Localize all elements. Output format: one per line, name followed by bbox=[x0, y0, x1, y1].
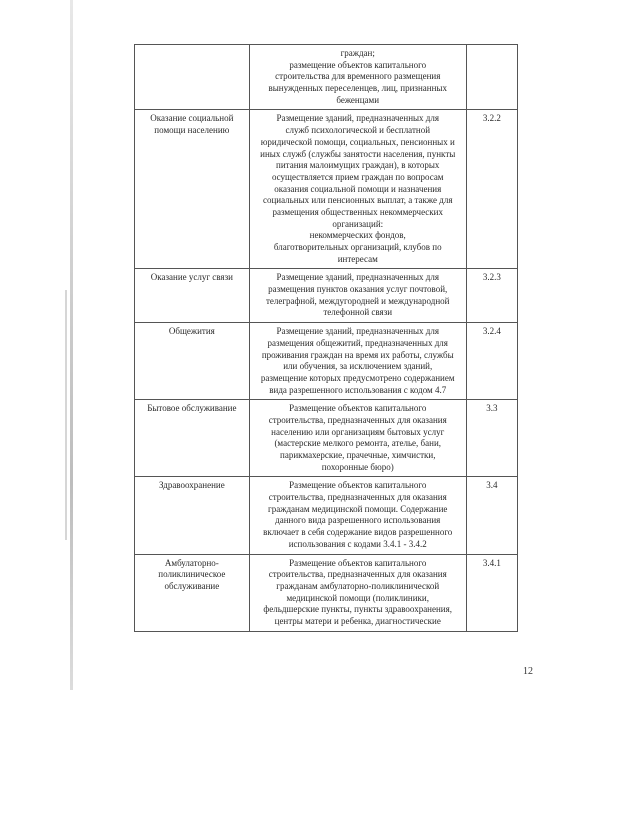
description-line: оказания социальной помощи и назначения bbox=[274, 183, 442, 194]
use-type-description-cell bbox=[249, 400, 466, 477]
description-line: данного вида разрешенного использования bbox=[275, 515, 441, 526]
use-type-code-cell: 3.2.4 bbox=[466, 323, 517, 400]
scan-edge-shadow-secondary bbox=[65, 290, 67, 540]
table-row bbox=[135, 477, 518, 554]
description-line: некоммерческих фондов, bbox=[309, 230, 406, 241]
table-row bbox=[135, 554, 518, 631]
table-row bbox=[135, 45, 518, 110]
description-line: центры матери и ребенка, диагностические bbox=[274, 615, 441, 626]
description-line: питания малоимущих граждан), в которых bbox=[276, 160, 440, 171]
description-line: телефонной связи bbox=[323, 307, 393, 318]
use-type-description-cell bbox=[249, 110, 466, 269]
description-line: проживания граждан на время их работы, службы bbox=[261, 349, 454, 360]
description-line: гражданам амбулаторно-поликлинической bbox=[276, 580, 440, 591]
use-type-description-cell bbox=[249, 323, 466, 400]
description-line: Размещение зданий, предназначенных для bbox=[276, 272, 440, 283]
description-line: организаций: bbox=[332, 218, 384, 229]
description-line: граждан; bbox=[340, 48, 375, 58]
use-type-description-cell bbox=[249, 45, 466, 110]
description-line: социальных или пенсионных выплат, а также для bbox=[262, 195, 453, 206]
description-line: Размещение зданий, предназначенных для bbox=[276, 326, 440, 337]
description-line: размещения общежитий, предназначенных для bbox=[267, 337, 448, 348]
description-line: размещения общественных некоммерческих bbox=[272, 206, 443, 217]
description-line: служб психологической и бесплатной bbox=[285, 125, 431, 136]
use-type-code-cell bbox=[466, 45, 517, 110]
use-type-description-cell bbox=[249, 269, 466, 323]
description-line: благотворительных организаций, клубов по bbox=[273, 242, 442, 252]
description-line: беженцами bbox=[336, 94, 380, 105]
description-line: Размещение зданий, предназначенных для bbox=[276, 113, 440, 124]
table-row bbox=[135, 323, 518, 400]
use-type-code-cell: 3.2.2 bbox=[466, 110, 517, 269]
description-line: (мастерские мелкого ремонта, ателье, бани, bbox=[274, 438, 442, 449]
description-line: вида разрешенного использования с кодом 4.7 bbox=[269, 384, 447, 395]
description-line: Размещение объектов капитального bbox=[289, 480, 427, 491]
description-line: гражданам медицинской помощи. Содержание bbox=[268, 503, 448, 514]
description-line: иных служб (службы занятости населения, пункты bbox=[260, 148, 456, 159]
use-type-code-cell: 3.2.3 bbox=[466, 269, 517, 323]
description-line: фельдшерские пункты, пункты здравоохранения, bbox=[263, 604, 453, 615]
description-line: строительства, предназначенных для оказания bbox=[268, 414, 447, 425]
description-line: размещение объектов капитального bbox=[289, 59, 427, 70]
scan-edge-shadow bbox=[70, 0, 73, 690]
description-line: телеграфной, междугородней и международной bbox=[265, 295, 450, 306]
table-row bbox=[135, 110, 518, 269]
description-line: Размещение объектов капитального bbox=[289, 557, 427, 568]
description-line: строительства для временного размещения bbox=[275, 71, 441, 82]
description-line: вынужденных переселенцев, лиц, признанных bbox=[268, 83, 447, 94]
description-line: размещение которых предусмотрено содержанием bbox=[260, 372, 455, 383]
table-row bbox=[135, 269, 518, 323]
use-type-name-cell: Общежития bbox=[135, 323, 250, 400]
use-type-description-cell bbox=[249, 477, 466, 554]
use-type-code-cell: 3.3 bbox=[466, 400, 517, 477]
use-type-name-cell: Оказание социальной помощи населению bbox=[135, 110, 250, 269]
description-line: включает в себя содержание видов разрешенного bbox=[263, 527, 453, 538]
description-line: размещения пунктов оказания услуг почтовой, bbox=[268, 284, 448, 295]
use-type-name-cell: Здравоохранение bbox=[135, 477, 250, 554]
page-number: 12 bbox=[523, 666, 533, 677]
table-row bbox=[135, 400, 518, 477]
description-line: Размещение объектов капитального bbox=[289, 403, 427, 414]
use-type-name-cell: Бытовое обслуживание bbox=[135, 400, 250, 477]
table-body bbox=[135, 45, 518, 632]
use-type-name-cell: Амбулаторно-поликлиническое обслуживание bbox=[135, 554, 250, 631]
description-line: парикмахерские, прачечные, химчистки, bbox=[280, 450, 436, 460]
use-type-code-cell: 3.4 bbox=[466, 477, 517, 554]
description-line: похоронные бюро) bbox=[321, 461, 394, 472]
use-type-name-cell bbox=[135, 45, 250, 110]
use-type-code-cell: 3.4.1 bbox=[466, 554, 517, 631]
description-line: или обучения, за исключением зданий, bbox=[283, 361, 433, 372]
description-line: юридической помощи, социальных, пенсионных и bbox=[260, 136, 455, 147]
description-line: строительства, предназначенных для оказания bbox=[268, 492, 447, 503]
use-type-name-cell: Оказание услуг связи bbox=[135, 269, 250, 323]
description-line: медицинской помощи (поликлиники, bbox=[286, 592, 429, 603]
description-line: населению или организациям бытовых услуг bbox=[271, 426, 445, 437]
land-use-table bbox=[134, 44, 518, 632]
use-type-description-cell bbox=[249, 554, 466, 631]
description-line: строительства, предназначенных для оказания bbox=[268, 569, 447, 580]
description-line: осуществляется прием граждан по вопросам bbox=[271, 171, 444, 182]
description-line: использования с кодами 3.4.1 - 3.4.2 bbox=[288, 538, 427, 549]
description-line: интересам bbox=[337, 253, 378, 264]
